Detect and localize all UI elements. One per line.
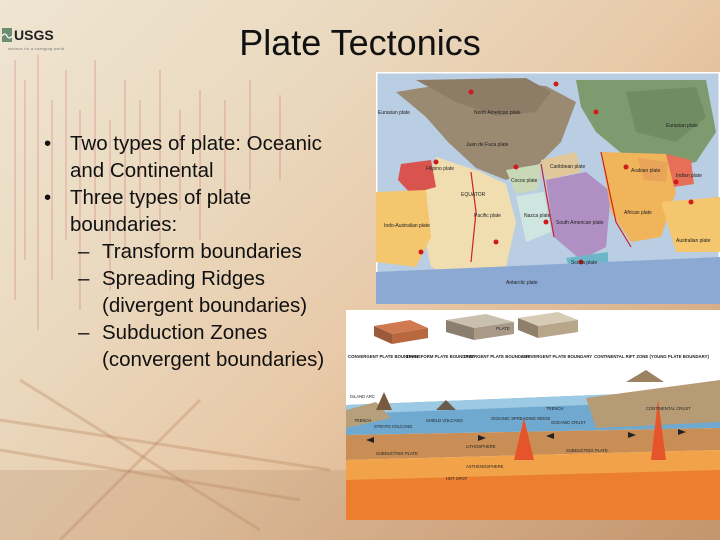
- slide-title: Plate Tectonics: [239, 22, 481, 63]
- sub-bullet-text: Subduction Zones (convergent boundaries): [102, 321, 325, 371]
- map-label: Pacific plate: [474, 213, 501, 219]
- bullet-text: Three types of plate boundaries:: [70, 186, 252, 236]
- sub-bullet-text: Transform boundaries: [102, 240, 302, 263]
- map-label: Filipino plate: [426, 166, 455, 172]
- sub-bullet-text: Spreading Ridges (divergent boundaries): [102, 267, 308, 317]
- map-label: Indo-Australian plate: [384, 223, 430, 229]
- diagram-label: SUBDUCTING PLATE: [376, 451, 418, 456]
- diagram-label: OCEANIC CRUST: [551, 420, 586, 425]
- diagram-label: CONTINENTAL CRUST: [646, 406, 691, 411]
- map-label: Scotia plate: [571, 260, 598, 266]
- sub-bullet-marker: –: [78, 321, 90, 344]
- sub-bullet-item: [40, 238, 350, 265]
- boundary-label: CONVERGENT PLATE BOUNDARY: [521, 354, 593, 359]
- diagram-label: SUBDUCTING PLATE: [566, 448, 608, 453]
- diagram-label: ISLAND ARC: [350, 394, 375, 399]
- map-label: EQUATOR: [461, 192, 486, 198]
- sub-bullet-marker: –: [78, 240, 90, 263]
- diagram-label: LITHOSPHERE: [466, 444, 496, 449]
- diagram-label: ASTHENOSPHERE: [466, 464, 504, 469]
- diagram-label: TRENCH: [354, 418, 372, 423]
- bullet-marker: •: [44, 132, 52, 155]
- plate-boundary-diagram: [346, 310, 720, 520]
- map-label: Eurasian plate: [378, 110, 410, 116]
- bullet-item: [40, 130, 350, 184]
- bullet-marker: •: [44, 186, 52, 209]
- boundary-label: CONTINENTAL RIFT ZONE (YOUNG PLATE BOUNDARY): [594, 354, 709, 359]
- map-label: South American plate: [556, 220, 604, 226]
- map-label: Antarctic plate: [506, 280, 538, 286]
- map-label: Eurasian plate: [666, 123, 698, 129]
- bullet-text: Two types of plate: Oceanic and Continental: [70, 132, 322, 182]
- map-label: African plate: [624, 210, 652, 216]
- map-label: North American plate: [474, 110, 521, 116]
- diagram-label: HOT SPOT: [446, 476, 468, 481]
- usgs-logo-text: USGS: [14, 27, 54, 43]
- boundary-label: DIVERGENT PLATE BOUNDARY: [464, 354, 530, 359]
- diagram-label: STRATO VOLCANO: [374, 424, 413, 429]
- sub-bullet-marker: –: [78, 267, 90, 290]
- bullet-item: [40, 184, 350, 238]
- map-label: Nazca plate: [524, 213, 551, 219]
- map-label: Indian plate: [676, 173, 702, 179]
- bullet-list: [40, 130, 350, 373]
- sub-bullet-item: [40, 319, 350, 373]
- diagram-label: OCEANIC SPREADING RIDGE: [491, 416, 551, 421]
- map-label: Australian plate: [676, 238, 711, 244]
- usgs-tagline: science for a changing world: [8, 46, 65, 51]
- diagram-label: PLATE: [496, 326, 510, 331]
- map-label: Arabian plate: [631, 168, 661, 174]
- boundary-label: TRANSFORM PLATE BOUNDARY: [406, 354, 475, 359]
- map-label: Cocos plate: [511, 178, 538, 184]
- diagram-label: TRENCH: [546, 406, 564, 411]
- diagram-label: SHIELD VOLCANO: [426, 418, 463, 423]
- map-label: Juan de Fuca plate: [466, 142, 509, 148]
- sub-bullet-item: [40, 265, 350, 319]
- boundary-label: CONVERGENT PLATE BOUNDARY: [348, 354, 420, 359]
- map-label: Caribbean plate: [550, 164, 586, 170]
- plate-map: [376, 72, 720, 304]
